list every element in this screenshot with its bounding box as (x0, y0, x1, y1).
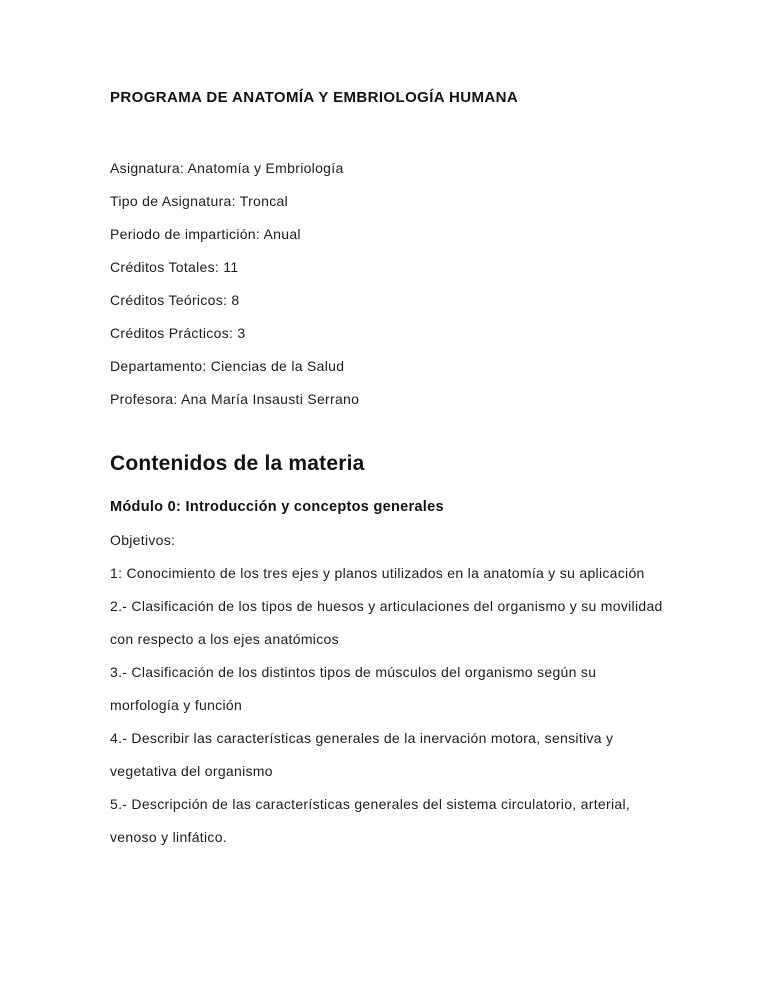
document-title: PROGRAMA DE ANATOMÍA Y EMBRIOLOGÍA HUMANA (110, 89, 519, 106)
objectives-block (110, 524, 668, 854)
metadata-line-creditos-teoricos: Créditos Teóricos: 8 (110, 292, 240, 308)
metadata-line-creditos-totales: Créditos Totales: 11 (110, 259, 239, 275)
objective-item-5: 5.- Descripción de las características generales del sistema circulatorio, arterial, venoso y linfático. (110, 796, 631, 845)
metadata-line-periodo: Periodo de impartición: Anual (110, 226, 301, 242)
metadata-line-departamento: Departamento: Ciencias de la Salud (110, 358, 345, 374)
metadata-line-asignatura: Asignatura: Anatomía y Embriología (110, 160, 344, 176)
objective-item-4: 4.- Describir las características generales de la inervación motora, sensitiva y vegetativa del organismo (110, 730, 614, 779)
objective-item-2: 2.- Clasificación de los tipos de huesos y articulaciones del organismo y su movilidad con respecto a los ejes anatómicos (110, 598, 663, 647)
objective-item-3: 3.- Clasificación de los distintos tipos de músculos del organismo según su morfología y función (110, 664, 597, 713)
metadata-line-profesora: Profesora: Ana María Insausti Serrano (110, 391, 360, 407)
metadata-line-tipo: Tipo de Asignatura: Troncal (110, 193, 289, 209)
objectives-label: Objetivos: (110, 532, 176, 548)
module-heading-modulo-0: Módulo 0: Introducción y conceptos generales (110, 499, 444, 515)
course-metadata (110, 152, 668, 416)
section-heading-contenidos: Contenidos de la materia (110, 452, 365, 475)
objective-item-1: 1: Conocimiento de los tres ejes y planos utilizados en la anatomía y su aplicación (110, 565, 645, 581)
metadata-line-creditos-practicos: Créditos Prácticos: 3 (110, 325, 246, 341)
